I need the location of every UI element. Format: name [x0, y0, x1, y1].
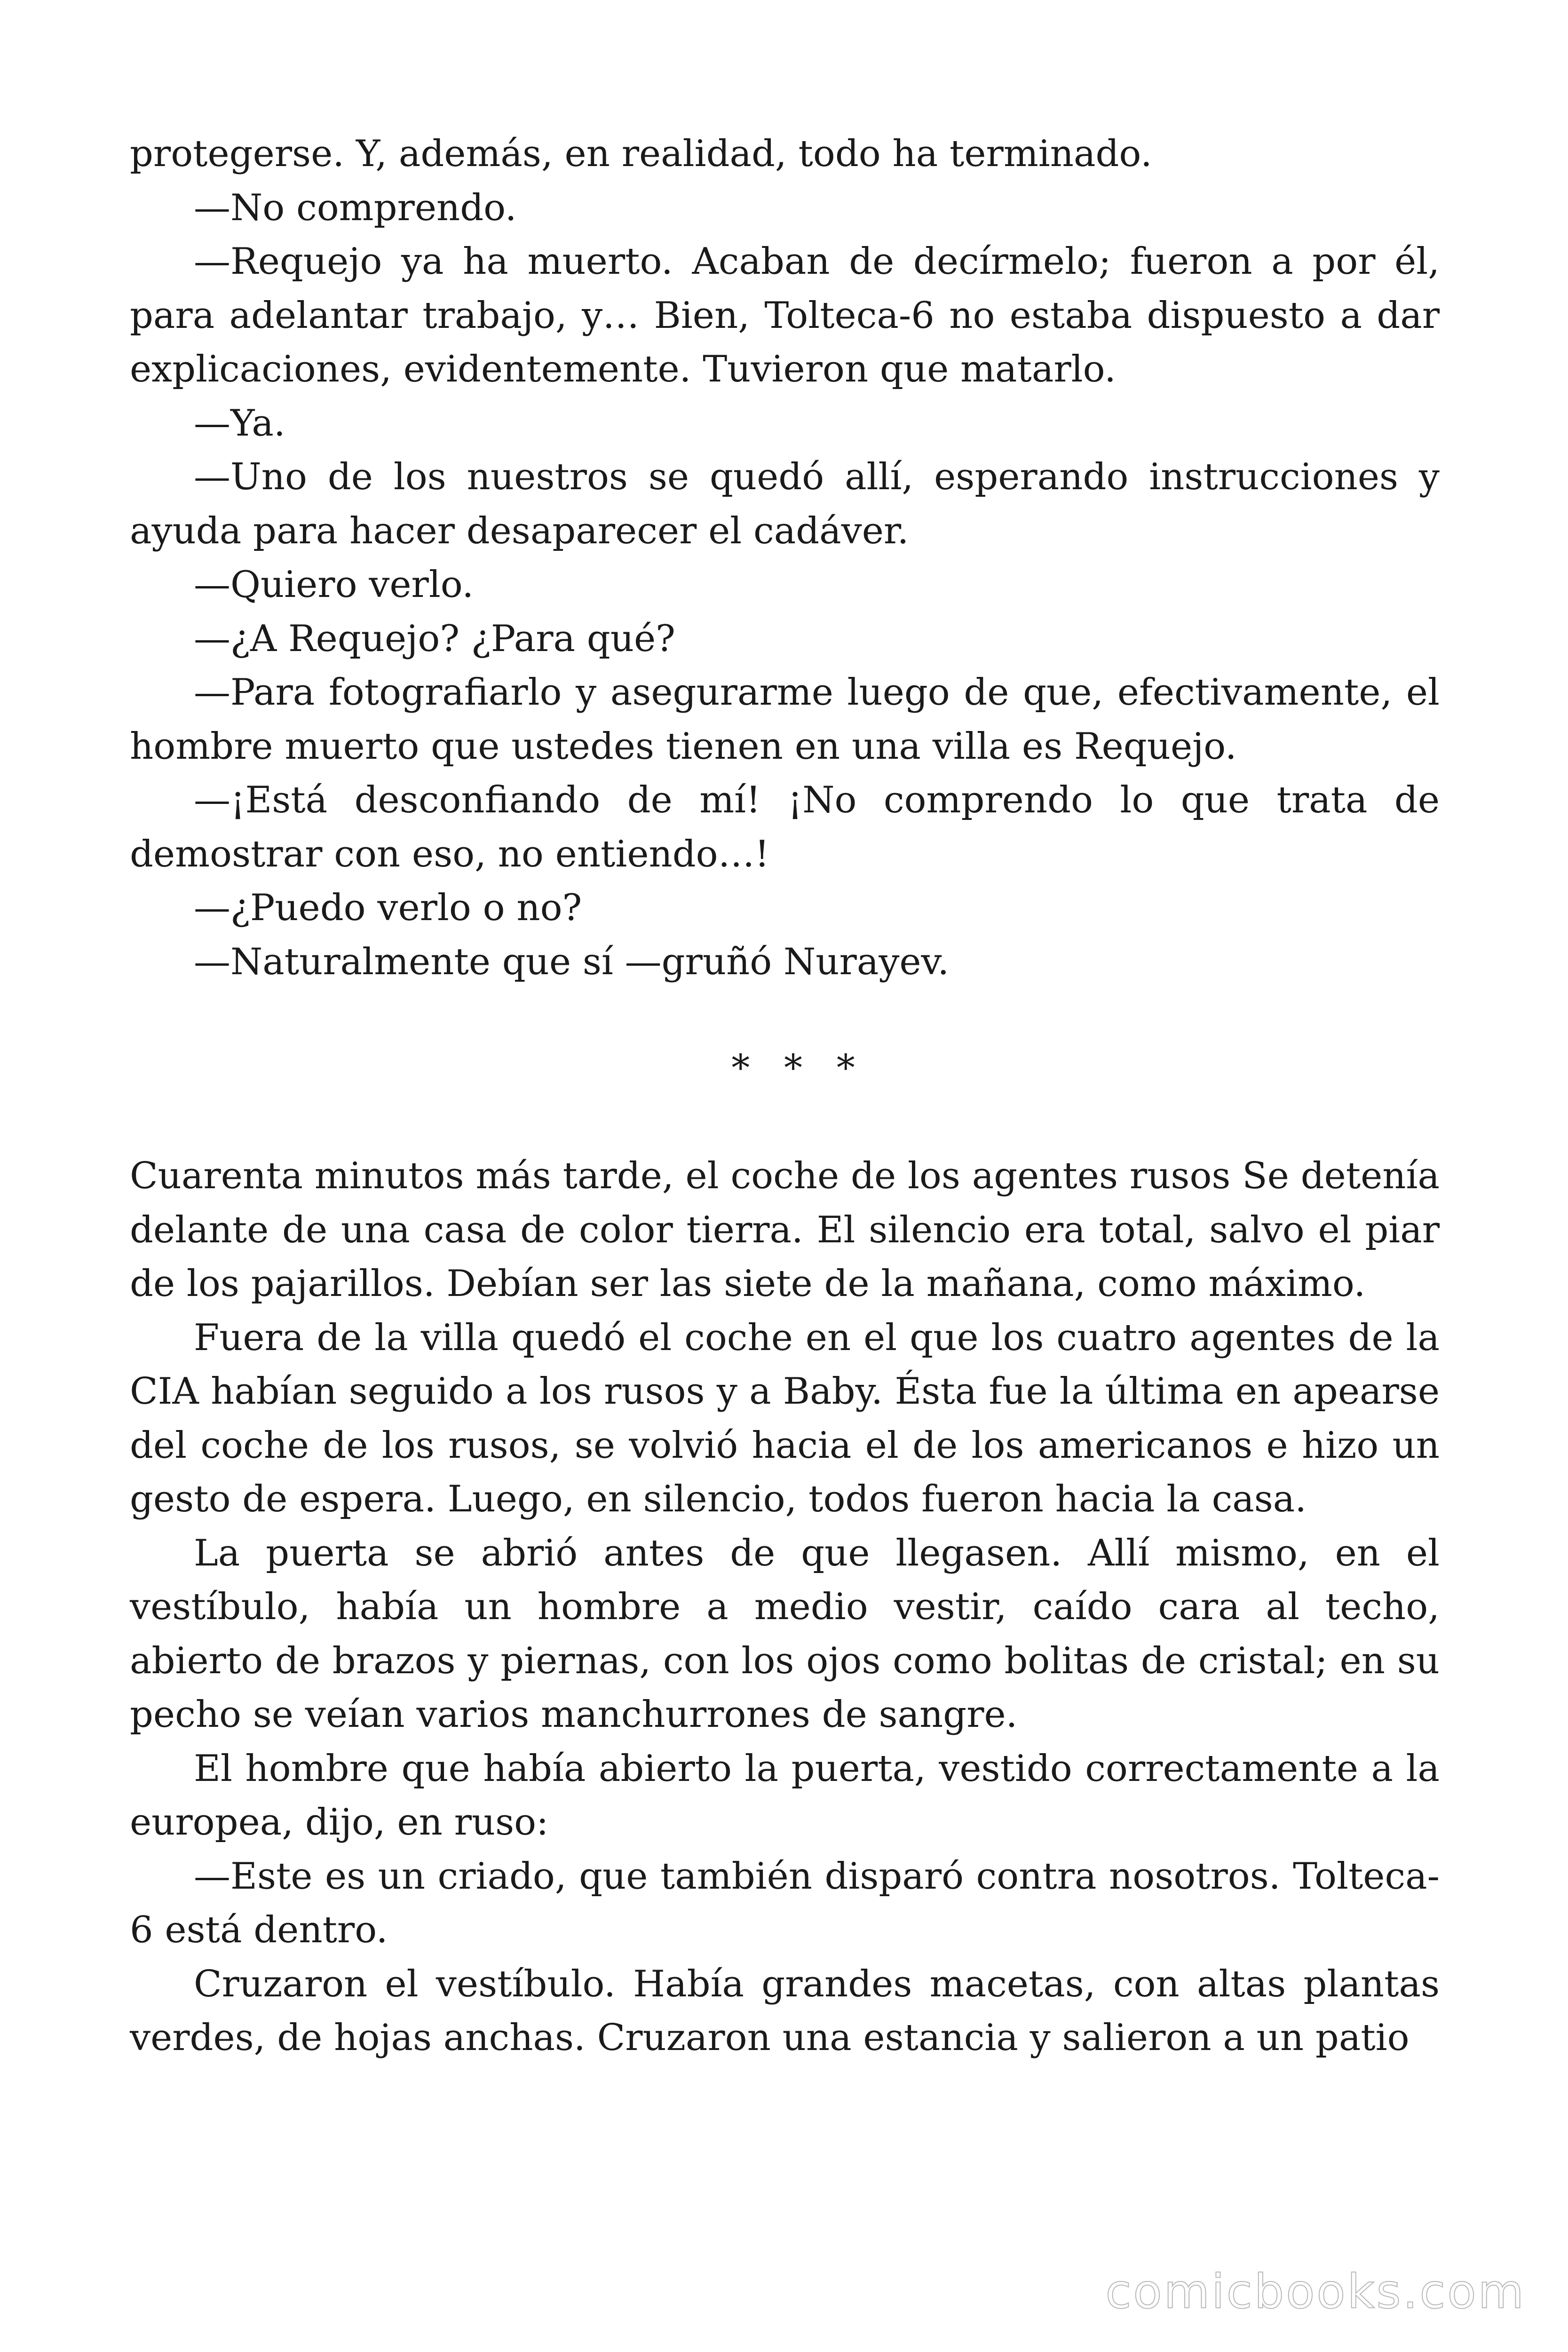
paragraph: —Naturalmente que sí —gruñó Nurayev. [194, 940, 950, 983]
paragraph: —¿A Requejo? ¿Para qué? [194, 617, 675, 660]
text-block-before [130, 127, 1440, 989]
section-separator: * * * [731, 1047, 866, 1089]
paragraph: Cruzaron el vestíbulo. Había grandes macetas, con altas plantas verdes, de hojas anchas. Cruzaron una estancia y salieron a un patio [130, 1963, 1440, 2059]
paragraph: —No comprendo. [194, 186, 517, 229]
paragraph: —¡Está desconfiando de mí! ¡No comprendo lo que trata de demostrar con eso, no entiendo…! [130, 779, 1440, 875]
paragraph: —Este es un criado, que también disparó contra nosotros. Tolteca-6 está dentro. [130, 1855, 1440, 1951]
paragraph: La puerta se abrió antes de que llegasen. Allí mismo, en el vestíbulo, había un hombre a medio vestir, caído cara al techo, abierto de brazos y piernas, con los ojos como bolitas de cristal; en su pecho se veían varios manchurrones de sangre. [130, 1532, 1440, 1736]
paragraph: El hombre que había abierto la puerta, vestido correctamente a la europea, dijo, en ruso: [130, 1747, 1440, 1843]
paragraph: Fuera de la villa quedó el coche en el que los cuatro agentes de la CIA habían seguido a los rusos y a Baby. Ésta fue la última en apearse del coche de los rusos, se volvió hacia el de los americanos e hizo un gesto de espera. Luego, en silencio, todos fueron hacia la casa. [130, 1316, 1440, 1520]
paragraph: —Para fotografiarlo y asegurarme luego de que, efectivamente, el hombre muerto que ustedes tienen en una villa es Requejo. [130, 671, 1440, 768]
paragraph: —Quiero verlo. [194, 564, 474, 606]
paragraph: —Uno de los nuestros se quedó allí, esperando instrucciones y ayuda para hacer desaparecer el cadáver. [130, 456, 1440, 552]
text-block-after [130, 1149, 1440, 2065]
paragraph: Cuarenta minutos más tarde, el coche de los agentes rusos Se detenía delante de una casa de color tierra. El silencio era total, salvo el piar de los pajarillos. Debían ser las siete de la mañana, como máximo. [130, 1155, 1440, 1305]
page-body [130, 127, 1440, 2065]
paragraph: —Ya. [194, 402, 285, 445]
watermark-text: comicbooks.com [1105, 2264, 1526, 2319]
paragraph: protegerse. Y, además, en realidad, todo ha terminado. [130, 133, 1152, 175]
paragraph: —¿Puedo verlo o no? [194, 887, 582, 929]
paragraph: —Requejo ya ha muerto. Acaban de decírmelo; fueron a por él, para adelantar trabajo, y… Bien, Tolteca-6 no estaba dispuesto a dar explicaciones, evidentemente. Tuvieron que matarlo. [130, 240, 1440, 390]
